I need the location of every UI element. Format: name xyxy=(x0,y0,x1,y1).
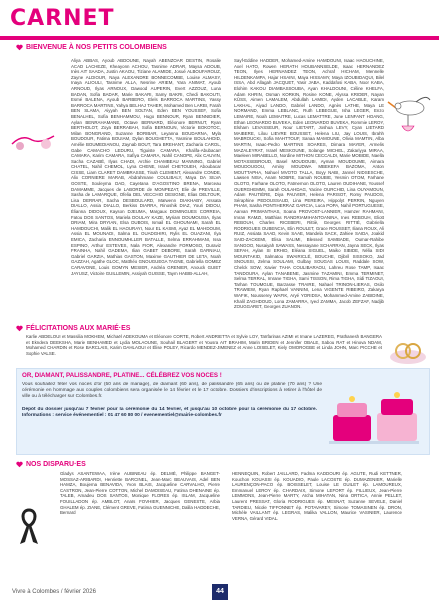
page-footer xyxy=(0,582,439,600)
marriages-heading xyxy=(16,325,130,332)
stork-icon xyxy=(10,130,56,154)
deaths-list-left: Gladys ASANTEWAA, Irène AUBINEAU ép. DELMÉ, Philippe BANGET-MOSSAZ-ARIBARDI, Henriette BARCINEL, Jean-Marc BEAUVAIS, Adel BEN HAMZA, Boujema BENAVIDA, Yvon BLAIS, Jacqueline CARVALHO, Pierre CASTRON, Jean-Pierre COTTON, Michel DAMOISEAU, Fatima DHENAINE ép. TALEB, Amadeu DOS SANTOS, Monique FLORES ép. ISLAM, Jacqueline FOUILLADON ép. AMBLOT, Anaïs FOVHIER, Jacques GENESTE, Arbia GHALEM ép. ZIANE, Clément GREVE, Fatima GUENNICHE, Dalila HADDECHE, Bernard xyxy=(60,471,220,516)
births-list-right: Sayf-Eddine HADDER, Mohamed-Amine HAMDOUNI, Isaac HAOUCHINE, Axel HATO, Rowen HERATH HOUBANNSELDE, Isaac HERNANDEZ TEON, Ilyes HERNANDEZ TEON, Achraf HICHAM, Mennelle HILDENKAMPA, Hajar HSAINI, Maya HISSAMY, Maya IZOUBIDAQUI, Bilel ISSA, Abd Allagah JACQUET, Yasir JABA, Kaddafosi KABA, Noor KABA, Elohim KAKOU DIAMBASSOUBA, Ayan KHALDOUNI, Céline KHELFA, Adam KHRIN, Osman KORKIN, Rosine KONE, Alyssa KRIDER, Nayan KÜSS, Aimen LAMALEM, Abdullah LAMIDI, Ayden LACABLE, Karam LAKHAL, Aiyad LANDO, Gabriel LANDO, Agnès LATHE, Maya LE NORMAND, Emma LEBLANC, Ruth LEBEGUE, Isha LEGER, Enzo LEMAIRE, Noah LEMAITRE, Lucas LEMATTRE, June LENFANT HOANG, Ethan LEONARDO BUVEKA, Eden LEONARDO BUVEKA, Rommie LEROY, Elsham LEVASSEUR, Nour LIETART, Joshua LEVY, Cyan LIETARD MAIBERE, Lilou LIEVRE BOUSSET, Helena LIU, Jay LOUIS, Ibrahh MABROUCKI, Sofia MAHTTOUF, Sanaa MAMOUNE, Olivia MAMTIN, Alba MARTIN, Isaac-Pedro MARTINS SOARES, Dimara MAYER, Armelis MAZALEYRAT, Israël MESKOUNE, Solange MICHEL, Zakariyya MIRAA, Maeleen MIRABELLO, Nordine MITHON CECCALDI, Marie MOBIDE, Naella MOTASSEBROUD, Basel MOUDOUBI, Ayman MOUDOUME, Aimara MOUDOUGOU, Aminy MOUDWA MBEKEFA BAZOMA, Anton MOUTTAPHA, Nahuel MVOTO TALLA, Boyy NABI, Jannel NIDSESCHE, Lawsen NISA, Anam NOBRE, Samah NOUBIE, Yesmin OTOM, Farhane OLOTO, Farhane OLOTO, Fatmemon OLOTO, Lauren OUDIHANE, Youssef OUERGHEMMI, Sarah OULAHDAG, Yacine OURCHID, Lina OUYAMOUN, Adam PAUTIÈRE, Diya PAUVIER, Helena PARISOT, Romy PAUDOS, Séraphine PEDOUSSAUD, Lina PEREIRA, Hippolyt PERRIN, Nguyen PHAM, Sasha PONTIHERRAZ GARCIA, Luca POPA, Nahil PORTUGUESE, Aarvan PRIMANTHAS, Soana PROVOST-LANNIER, Hamzer RAHMANI, Imran RAMZI, Matthias RANDRIAMIHANTOANINA, Ines REBOUH, Eliott REBOUH, Charles RICEBERI, Rittiè, Georges RITTIÉ, Gabriella RODRIGUES OUBENCIA, Elin ROULET, Grace ROUSSET, Iliana ROUX, Ali RUIZ, Assiata SAAD, Kevin SAAE, Mandela SACK, Zahiee SAIDA, Joakid SAID-ZACKEMI, Elisa SALIMI, Blessed SAMBADE, Oumar-Rahibe SANGOO, Nusaiyah SAWASS, Nessayane SCHARRAN, Jayna SECK, Ilyas SEFAH, Aylan SI ERHID, Eléana SIGUEL, Maiko SIBIDE, Nélia SIDI MOUNTAKID, Salmatou SWAIRICLÉ, BOUCHE, Djibril SISSOKO, Jad SNOUSSI, Zelma SOULAMI, Gulbay SOUGAS LOUIS, Raddale SOW, Chelck SOW, Xavier TAHA COULIBARAOU, Lahreu Rose TAMP, Isaac TANDOURA, Aylan TANABENE, Jasmine TAZAMINI, Emma TERMINET, Selma TERRAL, Imrane TIGHA, Sami TISSON, Rima TIGHA, Sidi TIZAOUI, Tarhan TOUMGUE, Barzasse TRAIRE, Nahael TRINON-LIERAS, Osilo TRAWIEW, Ryan Raphaël VANNINI, Lena VIGENTE RIBEIRO, Zakarya WAFIK, Nousserey WAFIK, Aryé YORIDSA, Mohammed-Amine ZABIDINE, Khalil ZAGHDOUD, Lona ZAMARRA, Iyed ZAMMA, Jacob ZEFZAF, Nadjib ZOUGGARET, Georges ZUANON. xyxy=(234,58,384,310)
deaths-list-right: HENNEQUIN, Robert JAILLARD, Fadma KADDOURI ép. AGUTE, Rudi KETTNER, Kouchon KOUASSI ép. KOUADIO, Paule LACOSTE ép. DUMAZENIER, Marielle LAURENÇON-PACO ép. BOISSELET, Louise LE GUILET ép. LAMOUREUX, Emmanuel LEROY ép. CHARDAIX, Simone LEFORT ép. FILLIEUX, Jean-Pierre LEMMONS, Jean-Pierre MARTY, Aïcha MIHATAN, Nina ORTICA, Annie PELLET, Laurent PRESSAT, Gloria RODRIGUES ép. MESNAT, Suzanne SEVELE, Daniel TARDIEU, Nicole TIFFONNET ép. POTAVAREY, Simone TOMASINEN ép. DRON, Michèle VAILLANT ép. LEGRAS, Malika VALLON, Maurice VASINIER, Laurence VERNA, Gérard VIDAL. xyxy=(232,471,402,521)
marriages-heading-text: FÉLICITATIONS AUX MARIÉ·ES xyxy=(26,325,131,332)
births-heading-text: BIENVENUE À NOS PETITS COLOMBIENS xyxy=(26,44,167,51)
anniversary-body: Vous souhaitez fêter vos noces d'or (50 ans de mariage), de diamant (60 ans), de palissandre (65 ans) ou de platine (70 ans) ? Une cérémonie en hommage aux couples colombiens sera organisée le 14 février et le 17 octobre. Dossiers d'inscriptions à retirer à l'hôtel de ville ou à télécharger sur Colombes.fr. xyxy=(22,382,322,399)
cake-icon xyxy=(325,379,423,449)
births-list-left: Aliya ABBAS, Ayoub ABDOUNE, Nayah ABENZOAR DESTIN, Rosalie ACAD LACHEZE, Kheayonn ACHOU, Tasnime ADRAR, Maysa ADOUB, Inès AIT SAADA, Justin AKAOU, Tiziane ALAMIDE, Josué ALBOUFAROUZ, Zayne ALDIOUR, Naya ALEXANDRE BONNECOMBE, Louise ALMASY, Inaya ALIOULI, Tasnime ALLA, Nesrine ARIEM, Yara ANIMAT, Ayoub ARNOUD, Ilyas ARNOUX, Dawood AUPERIN, Evert AZZOUZ, Luna BADAN, Sofia BADAR, Marie BAKARI, Samy BAKRI, Chedi BAKOUTI, Esmé BALENA, Ayoub BARBERO, Elels BARROCA MARTINS, Yassy BARROCA MARTINS, Yahya BELHAJ TAHER, Mohamed Ben LARBI, Farah BEN SLAMA, Aiyyah BEN SOLTAN, Eden BEN YOUSSEF, Sofia BENALHEL, Sofia BENHAMMOU, Hugo BENNOUR, Ryan BENNIDIER, Aylan BENRAHAMANE, Octave BERNARD, Eléonore BERNUT, Ryan BERTHOLOT, Zoya BERRABAH, Sofia BERNOUN, Victorie BOKOTOC, Milan BONGRAND, Suzanne BORIBAR, Leyanna BOUDARNA, Myla BOUDOUR, Fatima BOUIAM, Dylan BOUGHETTA, Yasmine BOULAHDID, Amélie BOUMEDIANOU, Zaynab BOUT, Tara BREHANT, Zacharia CAROL, Gabe CAMACHO LEDURU, Tiguiste CAMARA, Khalifa-Abubacarr CAMARA, Karim CAMARA, Safiya CAMARA, Nahil CANOPE, Alix CAUVIN, Sacha CAZABÉ, Ilyas CHADI, Archie CHAMBEAU MANNING, Gabriel CHATEL, Nahil CHEMOL, Lyna CHENE, Israël CHETOUEH, Aboubacar CISSE, Liam CLARET DAMBRASSE, Tinah CLEMENT, Alexandre CONDE, Alix CORNIERE MARAB, Abdrahmane COULIBALY, Maya DA SILVA GOSTE, Souleyma DAD, Cayetana D'AGOSTINO BRENA, Marceau DAMAMME, Jacques de LABORDE de MONPEZAT, Elie de PREVILLE, Sasha de LAMARQUE, Ofelia DEL VECCHIO DESIGNE, Elias DELTOUR, Lisa DERRAR, Sacha DESBOULARD, Maïwenn DIAKHABY, Aïssata DIALLO, Assia DIALLO, Berkiss DIARRA, Rinoshik DIAZ, Youri DIDOU, Élianna DIDOUX, Kayson DJEUMA, Margaux DOMINGUES CORREIA, Fatou DOS SANTOS, Mariela DOULAY KAZE, Myriam DOUMOUSIA, Ilyas DRIAM, Mira DRYIAN, Elsa DUBOIS, Ismail EL GHOUNAMI, Sarah EL HAMDOUCHI, Malik EL HAOURAYI, Nour EL KASMI, Ayaz EL MAHDOUM, Assia EL MOUNADI, Salma EL OUADGHIRI, Rylis EL OUAZANI, Ilya EMICA, Zacharia ENNOUMHLLER BATALLE, Selma ERRAHMANI, Issa ESPINO, Arthur ESTEVES, Nala FIOR, Alexandre FORMOSO, Duraviz FRAINHA, Nahil GADEMA, Ilian GABET DEBORE, Sarah GARNIAU, Gabriel GARZIA, Mathias GASTON, Maxime GAUTHIER DE LETA, Noah GAZZAH, Agathe GLOC, Matthéo GNOUGUEGA TAGNE, Gabriella GOMEZ CARAVONE, Louis GOMYN MESIER, Andréa GRENIER, Anouck GUIET JAYUSZ, Victoire GUILLEMIN, Assiyah GUISSE, Taym HABIB-ALLAH, xyxy=(71,58,221,276)
deaths-heading-text: NOS DISPARU·ES xyxy=(26,461,86,468)
ribbon-icon xyxy=(16,506,42,546)
births-heading xyxy=(16,44,167,51)
marriages-list: Karlie ABDELOUI et Massilia MOKHEM, Michaël ADEKOUMA et Eléonore CORTE, Robert ANDRIETTA et Sylvie LOY, Taïrfarinas AZIMI et Imane LAZEREG, Prathanesh BANGERA et Ekndera DEEKSHA, Marie BENHAMED et Lydia MOLAOUNE, Souhail BLAGERT et Yousra AIT BRAHIM, Marin BRIDEN et Jennifer OBALE, Sabou RAT et Hinova NDAM, Mohamed CHARDIN et Rose BARCLAIS, Karim DAHLAOUI et Élise POLEY, Ricardo MENDEZ-JIMENEZ et Anne LOISELET, Kiely OMOROGBE et Linda JOHN, Marc PICCHE et Sophie VALSE. xyxy=(26,334,382,356)
page-number: 44 xyxy=(212,584,228,600)
page-title: CARNET xyxy=(10,6,115,31)
heart-icon xyxy=(16,44,23,51)
header-band xyxy=(0,36,439,40)
page-header xyxy=(0,0,439,40)
anniversary-box xyxy=(16,368,430,455)
deaths-heading xyxy=(16,461,86,468)
rings-icon xyxy=(386,335,430,367)
anniversary-title: OR, DIAMANT, PALISSANDRE, PLATINE... CÉLÉBREZ VOS NOCES ! xyxy=(22,372,222,379)
heart-icon xyxy=(16,461,23,468)
stork-icon xyxy=(386,92,432,136)
anniversary-info: Dépôt du dossier jusqu'au 7 février pour la cérémonie du 14 février, et jusqu'au 10 octobre pour la cérémonie du 17 octobre. Informations : service événementiel : 01 47 60 80 00 / evenementiel@mairie-colombes.fr xyxy=(22,407,317,418)
heart-icon xyxy=(16,325,23,332)
footer-text: Vivre à Colombes / février 2026 xyxy=(12,589,96,595)
